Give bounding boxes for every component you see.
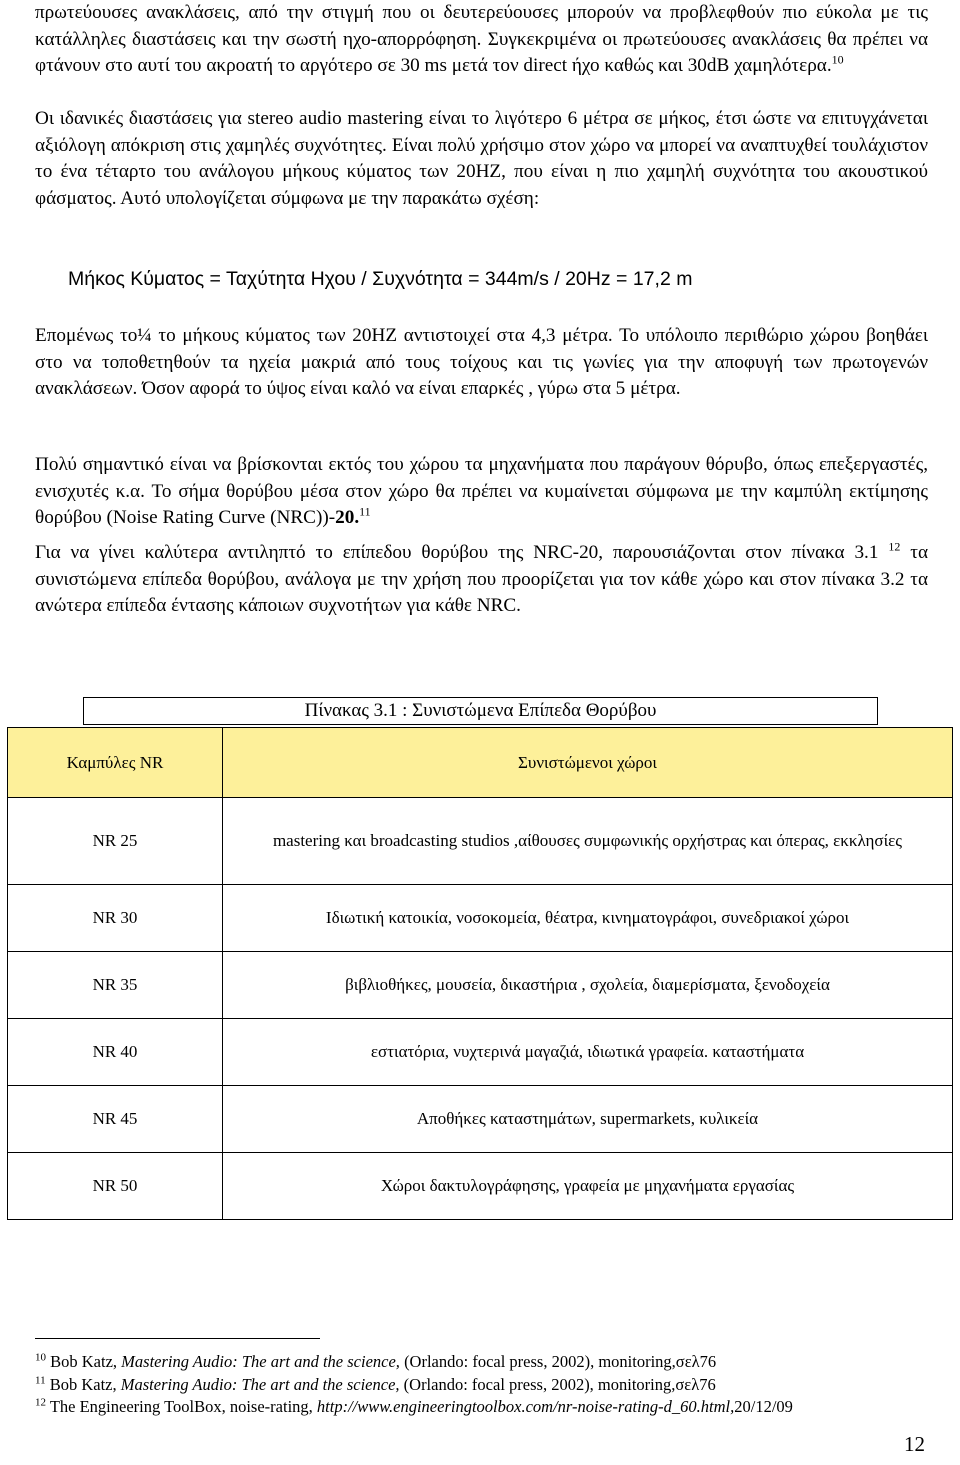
footnote-title: Mastering Audio: The art and the science, [121, 1352, 400, 1371]
nr-cell: NR 35 [8, 952, 223, 1019]
spaces-cell: mastering και broadcasting studios ,αίθουσες συμφωνικής ορχήστρας και όπερας, εκκλησίες [223, 798, 953, 885]
footnote-details: (Orlando: focal press, 2002), monitoring,σελ76 [399, 1375, 716, 1394]
footnote-title: Mastering Audio: The art and the science, [120, 1375, 400, 1394]
nr-cell: NR 45 [8, 1086, 223, 1153]
nr-cell: NR 25 [8, 798, 223, 885]
footnote-number: 11 [35, 1374, 46, 1387]
footnote-author: The Engineering ToolBox, noise-rating, [49, 1397, 317, 1416]
column-header-nr-curves: Καμπύλες NR [8, 728, 223, 798]
nrc-value: 20. [335, 507, 360, 528]
table-caption: Πίνακας 3.1 : Συνιστώμενα Επίπεδα Θορύβου [83, 697, 878, 725]
spaces-cell: Χώροι δακτυλογράφησης, γραφεία με μηχανήματα εργασίας [223, 1153, 953, 1220]
table-header-row [8, 728, 953, 798]
spaces-cell: βιβλιοθήκες, μουσεία, δικαστήρια , σχολεία, διαμερίσματα, ξενοδοχεία [223, 952, 953, 1019]
footnote-ref[interactable]: 11 [359, 504, 371, 519]
paragraph-text: τα συνιστώμενα επίπεδα θορύβου, ανάλογα με την χρήση που προορίζεται για τον κάθε χώρο και στον πίνακα 3.2 τα ανώτερα επίπεδα έντασης κάποιων συχνοτήτων για κάθε NRC. [35, 542, 928, 616]
paragraph-text: πρωτεύουσες ανακλάσεις, από την στιγμή που οι δευτερεύουσες μπορούν να προβλεφθούν πιο εύκολα με τις κατάλληλες διαστάσεις και την σωστή ηχο-απορρόφηση. Συγκεκριμένα οι πρωτεύουσες ανακλάσεις θα πρέπει να φτάνουν στο αυτί του ακροατή το αργότερο σε 30 ms μετά τον direct ήχο καθώς και 30dB χαμηλότερα. [35, 2, 928, 76]
spaces-cell: εστιατόρια, νυχτερινά μαγαζιά, ιδιωτικά γραφεία. καταστήματα [223, 1019, 953, 1086]
footnote-number: 10 [35, 1351, 46, 1364]
paragraph-text: Πολύ σημαντικό είναι να βρίσκονται εκτός του χώρου τα μηχανήματα που παράγουν θόρυβο, όπως επεξεργαστές, ενισχυτές κ.α. Το σήμα θορύβου μέσα στον χώρο θα πρέπει να κυμαίνεται σύμφωνα με την καμπύλη εκτίμησης θορύβου (Noise Rating Curve (NRC))- [35, 454, 928, 528]
paragraph-noise [35, 452, 928, 532]
nr-cell: NR 40 [8, 1019, 223, 1086]
table-row [8, 798, 953, 885]
footnote-author: Bob Katz, [50, 1352, 122, 1371]
footnote-date: 20/12/09 [734, 1397, 793, 1416]
paragraph-table-intro [35, 540, 928, 620]
column-header-recommended-spaces: Συνιστώμενοι χώροι [223, 728, 953, 798]
table-row [8, 1019, 953, 1086]
nr-cell: NR 50 [8, 1153, 223, 1220]
paragraph-quarter-wavelength: Επομένως το¼ το μήκους κύματος των 20HZ αντιστοιχεί στα 4,3 μέτρα. Το υπόλοιπο περιθώριο χώρου βοηθάει στο να τοποθετηθούν τα ηχεία μακριά από τους τοίχους και τις γωνίες για την αποφυγή των πρωτογενών ανακλάσεων. Όσον αφορά το ύψος είναι καλό να είναι επαρκές , γύρω στα 5 μέτρα. [35, 325, 928, 399]
table-row [8, 952, 953, 1019]
table-row [8, 1086, 953, 1153]
page-number: 12 [904, 1432, 925, 1456]
paragraph-dimensions: Οι ιδανικές διαστάσεις για stereo audio mastering είναι το λιγότερο 6 μέτρα σε μήκος, έτσι ώστε να επιτυγχάνεται αξιόλογη απόκριση στις χαμηλές συχνότητες. Είναι πολύ χρήσιμο στον χώρο να μπορεί να αναπτυχθεί τουλάχιστον το ένα τέταρτο του ανάλογου μήκους κύματος των 20HZ, που είναι η πιο χαμηλή συχνότητα του ακουστικού φάσματος. Αυτό υπολογίζεται σύμφωνα με την παρακάτω σχέση: [35, 108, 928, 209]
table-row [8, 885, 953, 952]
table-row [8, 1153, 953, 1220]
nr-cell: NR 30 [8, 885, 223, 952]
footnote-details: (Orlando: focal press, 2002), monitoring,σελ76 [399, 1352, 717, 1371]
spaces-cell: Ιδιωτική κατοικία, νοσοκομεία, θέατρα, κινηματογράφοι, συνεδριακοί χώροι [223, 885, 953, 952]
noise-rating-table [7, 727, 953, 1220]
spaces-cell: Αποθήκες καταστημάτων, supermarkets, κυλικεία [223, 1086, 953, 1153]
footnote-number: 12 [35, 1396, 46, 1409]
paragraph-text: Για να γίνει καλύτερα αντιληπτό το επίπεδου θορύβου της NRC-20, παρουσιάζονται στον πίνακα 3.1 [35, 542, 889, 563]
footnote-separator [35, 1338, 320, 1339]
footnote-ref[interactable]: 12 [888, 539, 901, 554]
footnote-ref[interactable]: 10 [831, 52, 844, 67]
footnote-11 [35, 1374, 915, 1396]
footnote-10 [35, 1351, 915, 1373]
footnote-url[interactable]: http://www.engineeringtoolbox.com/nr-noise-rating-d_60.html, [316, 1397, 735, 1416]
paragraph-reflections [35, 0, 928, 80]
footnote-12 [35, 1396, 915, 1418]
wavelength-formula: Μήκος Κύματος = Ταχύτητα Ηχου / Συχνότητα = 344m/s / 20Hz = 17,2 m [68, 268, 693, 290]
footnote-author: Bob Katz, [49, 1375, 121, 1394]
